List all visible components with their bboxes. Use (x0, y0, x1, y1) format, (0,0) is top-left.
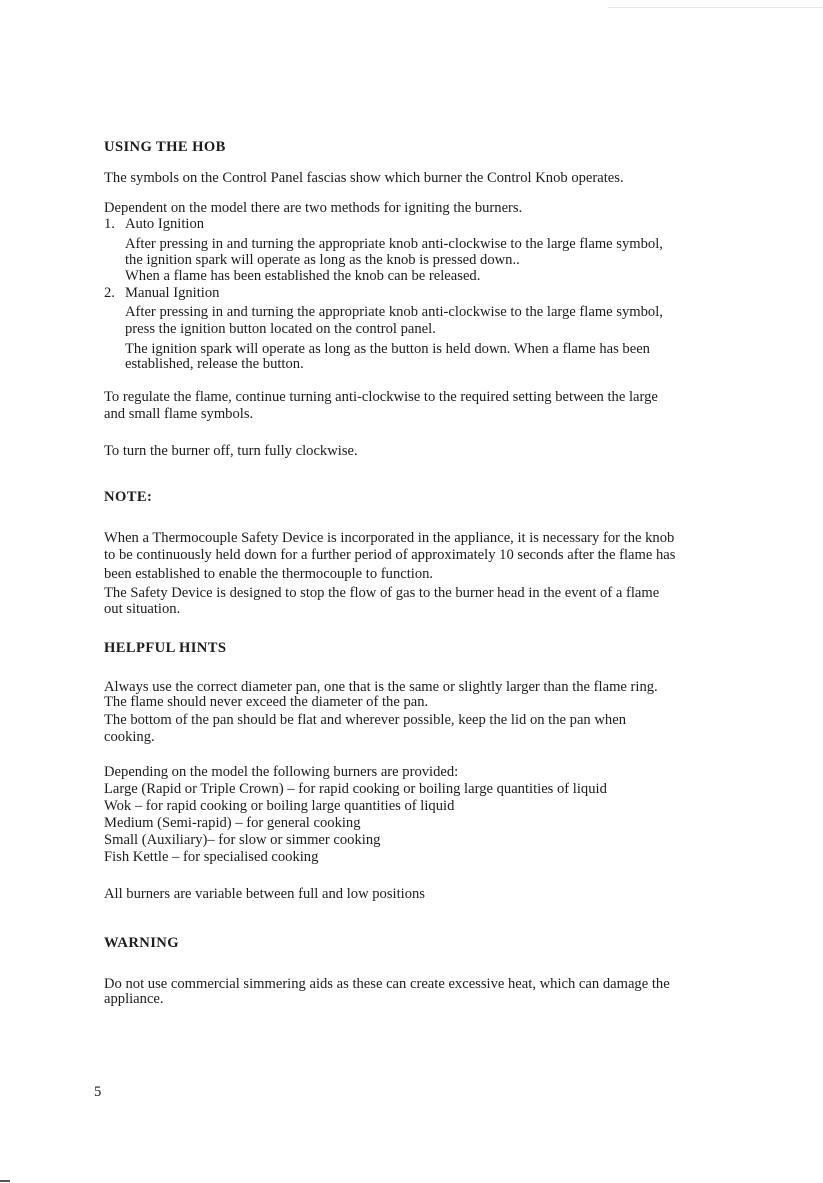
hint-line: cooking. (104, 729, 155, 745)
note-line: When a Thermocouple Safety Device is incorporated in the appliance, it is necessary for the knob (104, 530, 675, 546)
method-1-number: 1. (104, 216, 115, 232)
hint-line: Always use the correct diameter pan, one that is the same or slightly larger than the flame ring. (104, 679, 658, 695)
method-2-line: press the ignition button located on the control panel. (125, 321, 436, 337)
hint-line: The bottom of the pan should be flat and wherever possible, keep the lid on the pan when (104, 712, 626, 728)
method-2-title: Manual Ignition (125, 285, 220, 301)
burner-item: Large (Rapid or Triple Crown) – for rapid cooking or boiling large quantities of liquid (104, 781, 607, 797)
regulate-text: and small flame symbols. (104, 406, 254, 422)
burner-item: Medium (Semi-rapid) – for general cooking (104, 815, 361, 831)
method-2-line: After pressing in and turning the appropriate knob anti-clockwise to the large flame symbol, (125, 304, 663, 320)
warning-line: appliance. (104, 991, 164, 1007)
method-1-title: Auto Ignition (125, 216, 205, 232)
warning-line: Do not use commercial simmering aids as these can create excessive heat, which can damage the (104, 976, 670, 992)
turn-off-text: To turn the burner off, turn fully clockwise. (104, 443, 358, 459)
method-1-line: After pressing in and turning the appropriate knob anti-clockwise to the large flame symbol, (125, 236, 663, 252)
note-line: to be continuously held down for a further period of approximately 10 seconds after the flame has (104, 547, 676, 563)
note-line: been established to enable the thermocouple to function. (104, 566, 434, 582)
note-line: The Safety Device is designed to stop the flow of gas to the burner head in the event of a flame (104, 585, 660, 601)
burner-item: Fish Kettle – for specialised cooking (104, 849, 319, 865)
method-2-line: The ignition spark will operate as long as the button is held down. When a flame has been (125, 341, 650, 357)
method-1-line: When a flame has been established the knob can be released. (125, 268, 481, 284)
note-line: out situation. (104, 601, 181, 617)
scan-corner-mark (0, 1180, 10, 1182)
method-2-line: established, release the button. (125, 356, 304, 372)
hint-line: The flame should never exceed the diameter of the pan. (104, 694, 429, 710)
burner-item: Wok – for rapid cooking or boiling large quantities of liquid (104, 798, 455, 814)
scan-edge-line (608, 7, 823, 8)
regulate-text: To regulate the flame, continue turning anti-clockwise to the required setting between the large (104, 389, 658, 405)
page-number: 5 (94, 1084, 102, 1100)
intro-text: The symbols on the Control Panel fascias show which burner the Control Knob operates. (104, 170, 624, 186)
method-2-number: 2. (104, 285, 115, 301)
heading-note: NOTE: (104, 489, 153, 505)
burners-intro-text: Depending on the model the following burners are provided: (104, 764, 459, 780)
burner-item: Small (Auxiliary)– for slow or simmer cooking (104, 832, 381, 848)
methods-intro-text: Dependent on the model there are two methods for igniting the burners. (104, 200, 523, 216)
heading-using-the-hob: USING THE HOB (104, 139, 226, 155)
heading-helpful-hints: HELPFUL HINTS (104, 640, 227, 656)
heading-warning: WARNING (104, 935, 179, 951)
method-1-line: the ignition spark will operate as long as the knob is pressed down.. (125, 252, 520, 268)
variable-text: All burners are variable between full and low positions (104, 886, 425, 902)
